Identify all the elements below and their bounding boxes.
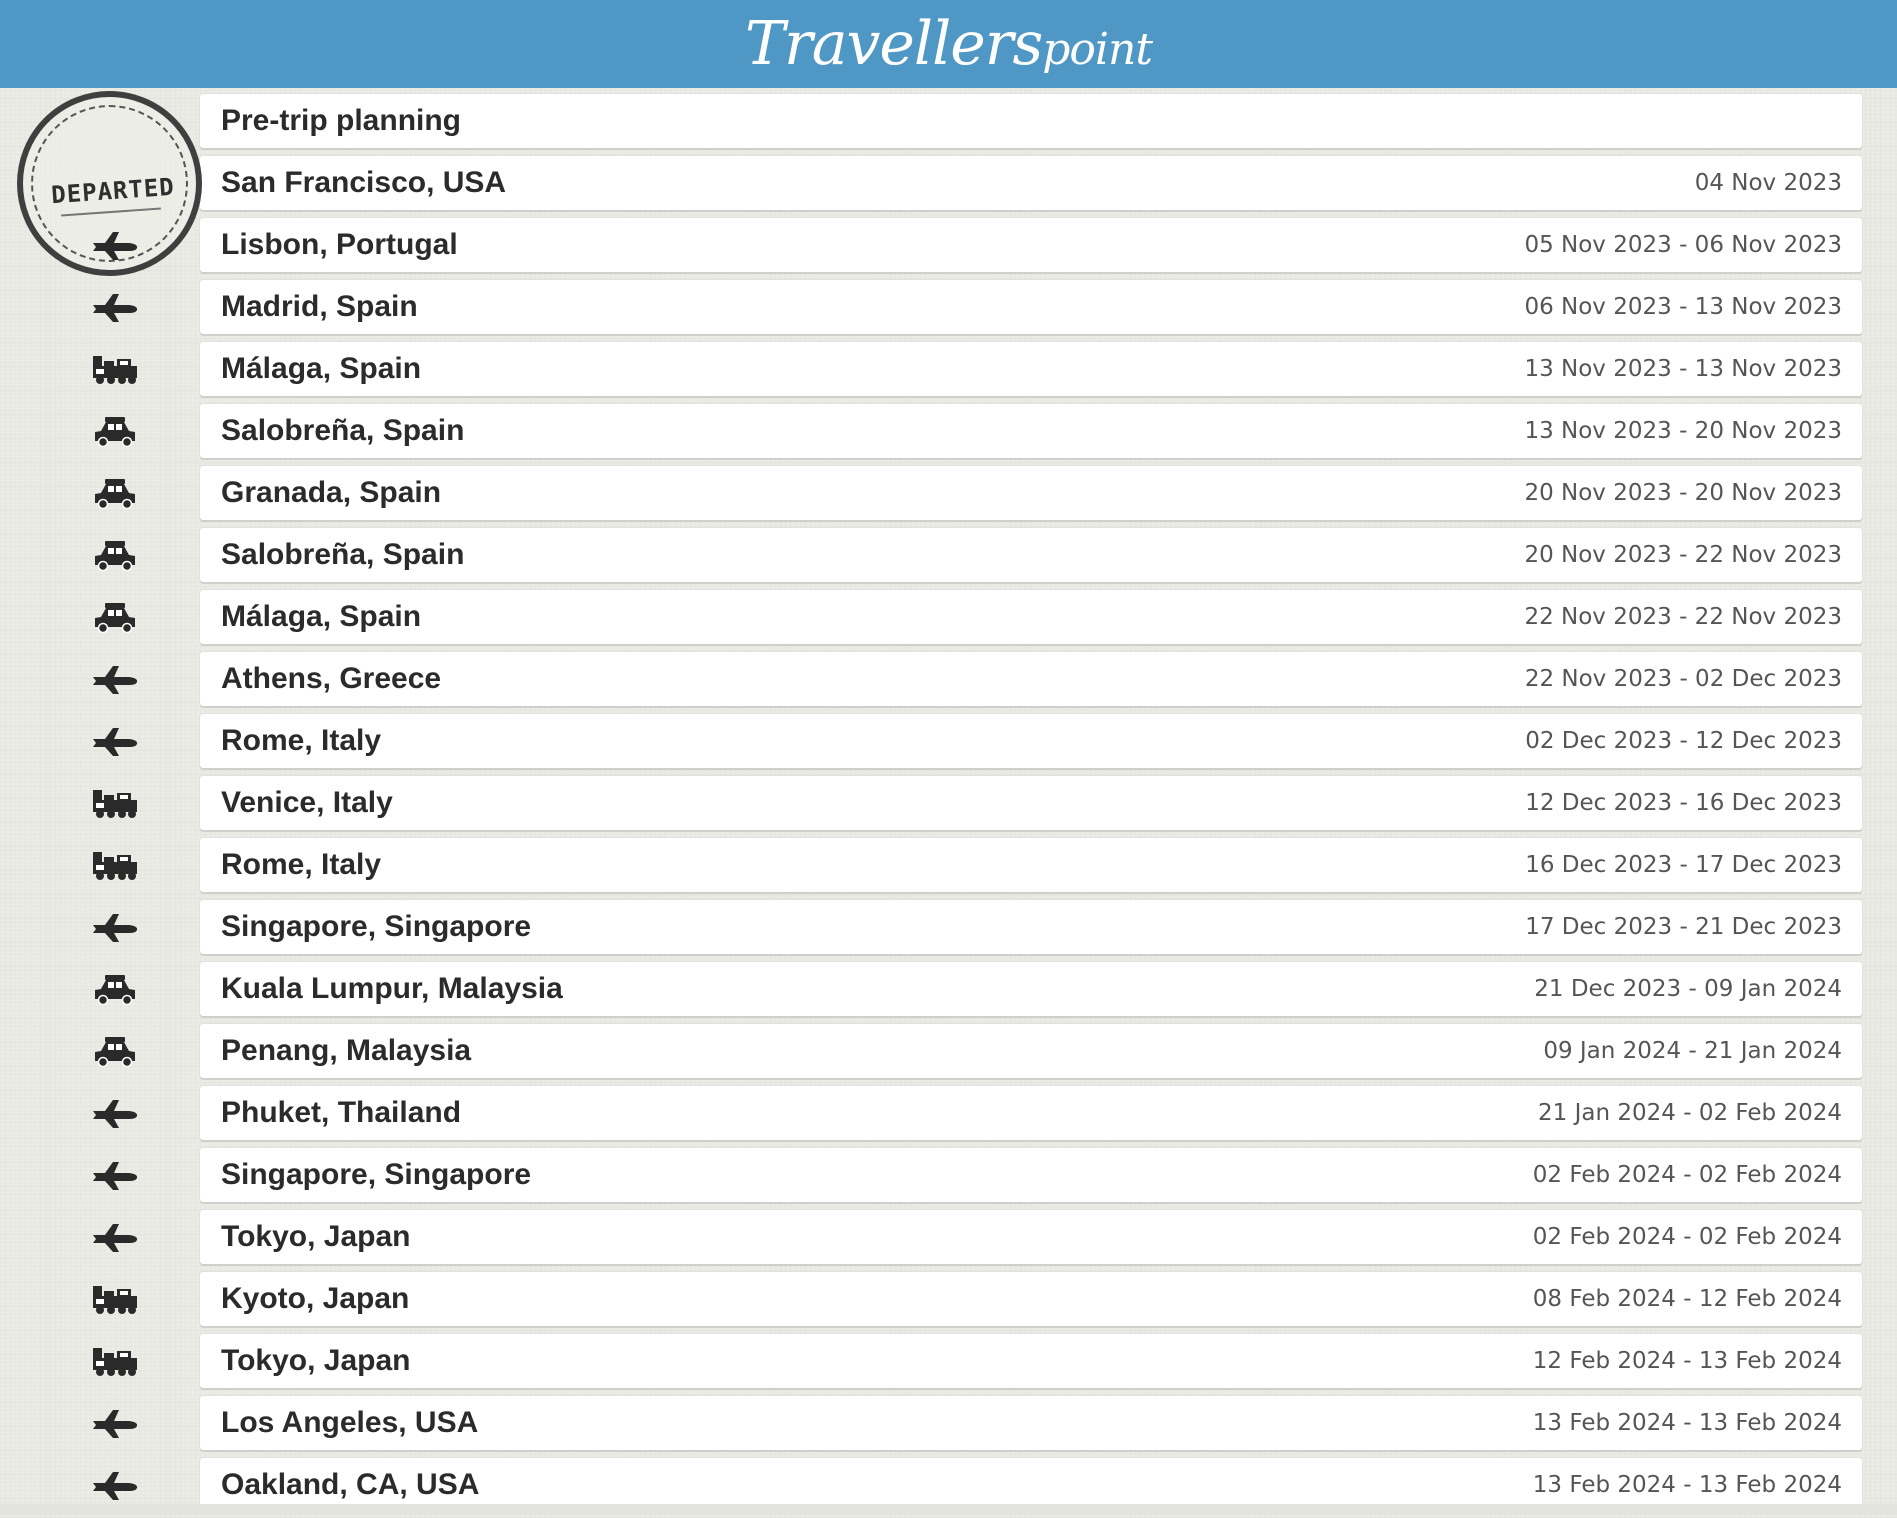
trip-stop-card[interactable] [200, 156, 1862, 210]
stop-place: Los Angeles, USA [221, 1406, 479, 1439]
trip-row [0, 1332, 1897, 1394]
trip-stop-card[interactable] [200, 280, 1862, 334]
trip-row [0, 1084, 1897, 1146]
train-icon [90, 786, 140, 820]
train-icon [90, 848, 140, 882]
trip-row [0, 1022, 1897, 1084]
plane-icon [90, 662, 140, 696]
trip-stop-card[interactable] [200, 652, 1862, 706]
trip-stop-card[interactable] [200, 1148, 1862, 1202]
travellerspoint-logo[interactable] [745, 9, 1152, 79]
car-icon [90, 414, 140, 448]
stop-dates: 17 Dec 2023 - 21 Dec 2023 [1525, 914, 1842, 940]
stop-dates: 12 Dec 2023 - 16 Dec 2023 [1525, 790, 1842, 816]
stop-dates: 04 Nov 2023 [1694, 170, 1842, 196]
trip-row [0, 1270, 1897, 1332]
trip-stop-card[interactable] [200, 1272, 1862, 1326]
trip-stop-card[interactable] [200, 1396, 1862, 1450]
stop-dates: 12 Feb 2024 - 13 Feb 2024 [1532, 1348, 1842, 1374]
train-icon [90, 1344, 140, 1378]
trip-row [0, 960, 1897, 1022]
car-icon [90, 972, 140, 1006]
car-icon [90, 1034, 140, 1068]
trip-row [0, 526, 1897, 588]
stop-dates: 21 Dec 2023 - 09 Jan 2024 [1534, 976, 1842, 1002]
train-icon [90, 1282, 140, 1316]
trip-row [0, 588, 1897, 650]
trip-row [0, 1394, 1897, 1456]
stop-place: Lisbon, Portugal [221, 228, 458, 261]
trip-stop-card[interactable] [200, 776, 1862, 830]
stop-dates: 16 Dec 2023 - 17 Dec 2023 [1525, 852, 1842, 878]
train-icon [90, 352, 140, 386]
plane-icon [90, 1468, 140, 1502]
stop-place: Kyoto, Japan [221, 1282, 410, 1315]
trip-stop-card[interactable] [200, 838, 1862, 892]
stop-dates: 02 Dec 2023 - 12 Dec 2023 [1525, 728, 1842, 754]
trip-row [0, 464, 1897, 526]
plane-icon [90, 910, 140, 944]
logo-suffix: point [1042, 24, 1152, 75]
trip-stop-card[interactable] [200, 1024, 1862, 1078]
trip-row [0, 402, 1897, 464]
stop-place: Phuket, Thailand [221, 1096, 462, 1129]
trip-stop-card[interactable] [200, 1210, 1862, 1264]
trip-row [0, 154, 1897, 216]
stop-dates: 20 Nov 2023 - 20 Nov 2023 [1524, 480, 1842, 506]
trip-row [0, 712, 1897, 774]
plane-icon [90, 724, 140, 758]
stop-place: Singapore, Singapore [221, 910, 532, 943]
stop-place: Venice, Italy [221, 786, 393, 819]
stop-place: Kuala Lumpur, Malaysia [221, 972, 563, 1005]
logo-main: Travellers [745, 9, 1043, 79]
stop-place: Penang, Malaysia [221, 1034, 472, 1067]
trip-stop-card[interactable] [200, 714, 1862, 768]
trip-row [0, 340, 1897, 402]
page-bottom-edge [0, 1504, 1897, 1515]
trip-row [0, 92, 1897, 154]
trip-row [0, 836, 1897, 898]
stop-dates: 21 Jan 2024 - 02 Feb 2024 [1538, 1100, 1842, 1126]
plane-icon [90, 1220, 140, 1254]
stop-dates: 20 Nov 2023 - 22 Nov 2023 [1524, 542, 1842, 568]
trip-stop-card[interactable] [200, 94, 1862, 148]
car-icon [90, 538, 140, 572]
stop-dates: 02 Feb 2024 - 02 Feb 2024 [1532, 1162, 1842, 1188]
car-icon [90, 600, 140, 634]
trip-stop-card[interactable] [200, 342, 1862, 396]
trip-stop-card[interactable] [200, 1086, 1862, 1140]
trip-stop-card[interactable] [200, 900, 1862, 954]
stop-dates: 08 Feb 2024 - 12 Feb 2024 [1532, 1286, 1842, 1312]
plane-icon [90, 290, 140, 324]
stop-place: Salobreña, Spain [221, 414, 465, 447]
stop-place: Pre-trip planning [221, 104, 461, 137]
stop-place: Athens, Greece [221, 662, 442, 695]
car-icon [90, 476, 140, 510]
stamp-decoration [61, 208, 161, 217]
stamp-text: DEPARTED [50, 172, 176, 210]
stop-place: Málaga, Spain [221, 352, 422, 385]
stop-dates: 22 Nov 2023 - 22 Nov 2023 [1524, 604, 1842, 630]
stop-dates: 02 Feb 2024 - 02 Feb 2024 [1532, 1224, 1842, 1250]
trip-row [0, 774, 1897, 836]
stop-dates: 22 Nov 2023 - 02 Dec 2023 [1524, 666, 1842, 692]
stop-dates: 13 Nov 2023 - 20 Nov 2023 [1524, 418, 1842, 444]
trip-row [0, 1208, 1897, 1270]
plane-icon [90, 228, 140, 262]
stop-place: Rome, Italy [221, 848, 382, 881]
plane-icon [90, 1096, 140, 1130]
trip-stop-card[interactable] [200, 590, 1862, 644]
plane-icon [90, 1406, 140, 1440]
stop-place: San Francisco, USA [221, 166, 507, 199]
stop-dates: 05 Nov 2023 - 06 Nov 2023 [1524, 232, 1842, 258]
stop-dates: 13 Feb 2024 - 13 Feb 2024 [1532, 1410, 1842, 1436]
site-header [0, 0, 1897, 88]
trip-row [0, 898, 1897, 960]
stop-dates: 09 Jan 2024 - 21 Jan 2024 [1543, 1038, 1842, 1064]
stop-place: Rome, Italy [221, 724, 382, 757]
trip-itinerary-list [0, 92, 1897, 1518]
plane-icon [90, 1158, 140, 1192]
stop-place: Madrid, Spain [221, 290, 418, 323]
trip-stop-card[interactable] [200, 466, 1862, 520]
trip-row [0, 650, 1897, 712]
stop-dates: 13 Feb 2024 - 13 Feb 2024 [1532, 1472, 1842, 1498]
trip-row [0, 1146, 1897, 1208]
stop-place: Málaga, Spain [221, 600, 422, 633]
trip-stop-card[interactable] [200, 1334, 1862, 1388]
stop-dates: 13 Nov 2023 - 13 Nov 2023 [1524, 356, 1842, 382]
stop-place: Oakland, CA, USA [221, 1468, 480, 1501]
trip-row [0, 278, 1897, 340]
trip-row [0, 216, 1897, 278]
stop-place: Salobreña, Spain [221, 538, 465, 571]
trip-stop-card[interactable] [200, 218, 1862, 272]
stop-place: Tokyo, Japan [221, 1220, 411, 1253]
stop-dates: 06 Nov 2023 - 13 Nov 2023 [1524, 294, 1842, 320]
stop-place: Tokyo, Japan [221, 1344, 411, 1377]
stop-place: Singapore, Singapore [221, 1158, 532, 1191]
trip-stop-card[interactable] [200, 404, 1862, 458]
stop-place: Granada, Spain [221, 476, 442, 509]
trip-stop-card[interactable] [200, 962, 1862, 1016]
trip-stop-card[interactable] [200, 528, 1862, 582]
